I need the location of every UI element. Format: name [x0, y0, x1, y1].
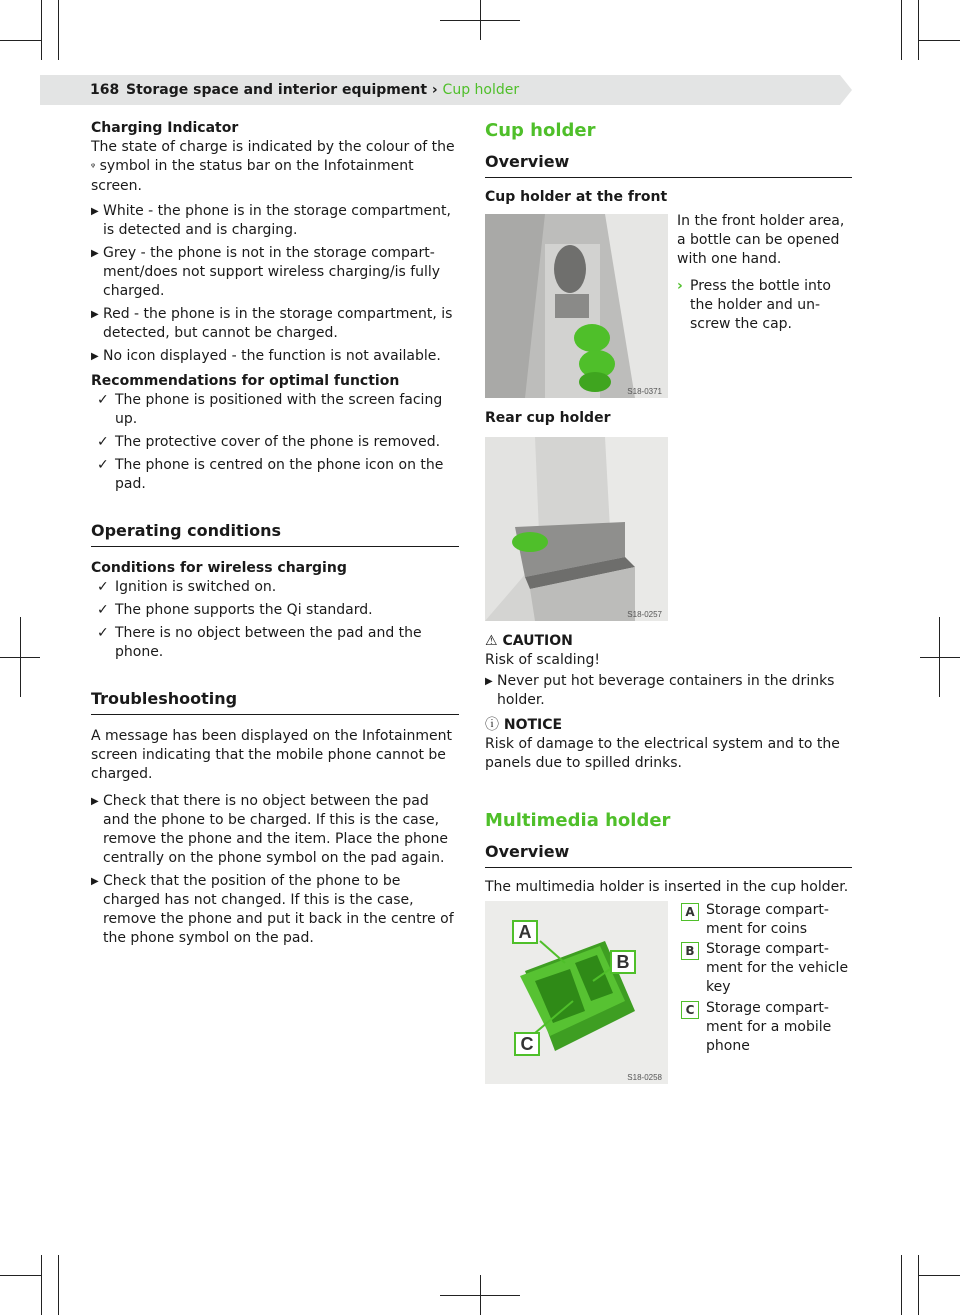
callout-b: B [616, 952, 630, 972]
check-icon: ✓ [97, 457, 109, 473]
info-circle-icon: ⓘ [485, 717, 499, 733]
arrow-icon: ▶ [91, 206, 99, 217]
operating-list [91, 578, 459, 662]
list-item: ▶ No icon displayed - the function is not available. [91, 348, 441, 364]
cup-overview-heading: Overview [485, 151, 852, 178]
callout-c: C [520, 1034, 534, 1054]
breadcrumb-separator: › [431, 82, 438, 98]
check-icon: ✓ [97, 602, 109, 618]
arrow-icon: ▶ [91, 309, 99, 320]
check-icon: ✓ [97, 579, 109, 595]
multimedia-overview-heading: Overview [485, 841, 852, 868]
list-item: ▶ Red - the phone is in the storage compartment, is detected, but cannot be charged. [91, 306, 453, 341]
legend-text-b: Storage compartment for the vehicle key [706, 941, 849, 995]
step-chevron-icon: › [677, 278, 683, 294]
check-icon: ✓ [97, 434, 109, 450]
legend-text-c: Storage compartment for a mobile phone [706, 1000, 832, 1054]
callout-a: A [518, 922, 532, 942]
multimedia-holder-illustration [485, 901, 668, 1084]
front-cup-holder-illustration [485, 214, 668, 398]
caution-list [485, 672, 852, 710]
charging-intro: The state of charge is indicated by the colour of the ᵠ symbol in the status bar on the Infotainment screen. [91, 139, 455, 194]
front-cup-step: › Press the bottle into the holder and unscrew the cap. [677, 278, 831, 332]
right-column [485, 119, 852, 207]
image-code: S18-0258 [627, 1073, 662, 1082]
front-cup-description: In the front holder area, a bottle can be opened with one hand. [677, 213, 845, 267]
left-column [91, 119, 459, 952]
list-item: ▶ Check that the position of the phone to be charged has not changed. If this is the case, remove the phone and put it back in the centre of the phone symbol on the pad. [91, 873, 454, 946]
multimedia-holder-image [485, 901, 668, 1084]
list-item: ✓ The phone supports the Qi standard. [97, 602, 373, 618]
front-cup-title: Cup holder at the front [485, 189, 668, 205]
arrow-icon: ▶ [91, 796, 99, 807]
troubleshooting-heading: Troubleshooting [91, 688, 459, 715]
charging-title: Charging Indicator [91, 120, 239, 136]
caution-text: Risk of scalding! [485, 652, 601, 668]
notice-text: Risk of damage to the electrical system and to the panels due to spilled drinks. [485, 736, 840, 771]
operating-title: Conditions for wireless charging [91, 560, 347, 576]
list-item: ▶ White - the phone is in the storage compartment, is detected and is charging. [91, 203, 451, 238]
check-icon: ✓ [97, 625, 109, 641]
charging-list [91, 202, 459, 366]
troubleshooting-intro: A message has been displayed on the Infotainment screen indicating that the mobile phone cannot be charged. [91, 728, 452, 782]
list-item: ▶ Grey - the phone is not in the storage compartment/does not support wireless charging/is fully charged. [91, 245, 441, 299]
list-item: ✓ Ignition is switched on. [97, 579, 277, 595]
arrow-icon: ▶ [485, 676, 493, 687]
front-cup-holder-image [485, 214, 668, 398]
legend-key-b: B [681, 942, 699, 960]
rear-cup-holder-image [485, 437, 668, 621]
arrow-icon: ▶ [91, 248, 99, 259]
list-item: ▶ Check that there is no object between the pad and the phone to be charged. If this is the case, remove the phone and the item. Place the phone centrally on the phone symbol on the pad again. [91, 793, 448, 866]
legend-key-c: C [681, 1001, 699, 1019]
legend-key-a: A [681, 903, 699, 921]
operating-heading: Operating conditions [91, 520, 459, 547]
page-number: 168 [90, 82, 120, 98]
phone-charge-icon: ᵠ [91, 162, 96, 173]
multimedia-title: Multimedia holder [485, 810, 671, 831]
cup-holder-title: Cup holder [485, 120, 596, 141]
warning-triangle-icon: ⚠ [485, 633, 498, 649]
check-icon: ✓ [97, 392, 109, 408]
front-cup-text [677, 212, 855, 334]
caution-block [485, 632, 852, 897]
image-code: S18-0371 [627, 387, 662, 396]
caution-heading: ⚠ CAUTION [485, 633, 573, 649]
list-item: ✓ The protective cover of the phone is removed. [97, 434, 441, 450]
image-code: S18-0257 [627, 610, 662, 619]
troubleshooting-list [91, 792, 459, 948]
list-item: ✓ The phone is centred on the phone icon on the pad. [97, 457, 444, 492]
legend-text-a: Storage compartment for coins [706, 902, 829, 937]
list-item: ✓ The phone is positioned with the screen facing up. [97, 392, 443, 427]
list-item: ▶ Never put hot beverage containers in the drinks holder. [485, 673, 835, 708]
breadcrumb [126, 80, 519, 100]
arrow-icon: ▶ [91, 876, 99, 887]
list-item: ✓ There is no object between the pad and the phone. [97, 625, 422, 660]
breadcrumb-section[interactable]: Storage space and interior equipment [126, 82, 428, 98]
rear-cup-title: Rear cup holder [485, 410, 611, 426]
rear-cup-title-wrap [485, 409, 852, 428]
multimedia-intro: The multimedia holder is inserted in the cup holder. [485, 879, 849, 895]
breadcrumb-subsection[interactable]: Cup holder [442, 82, 520, 98]
arrow-icon: ▶ [91, 351, 99, 362]
rear-cup-holder-illustration [485, 437, 668, 621]
recommendations-title: Recommendations for optimal function [91, 373, 400, 389]
recommendations-list [91, 391, 459, 494]
notice-heading: ⓘ NOTICE [485, 717, 563, 733]
